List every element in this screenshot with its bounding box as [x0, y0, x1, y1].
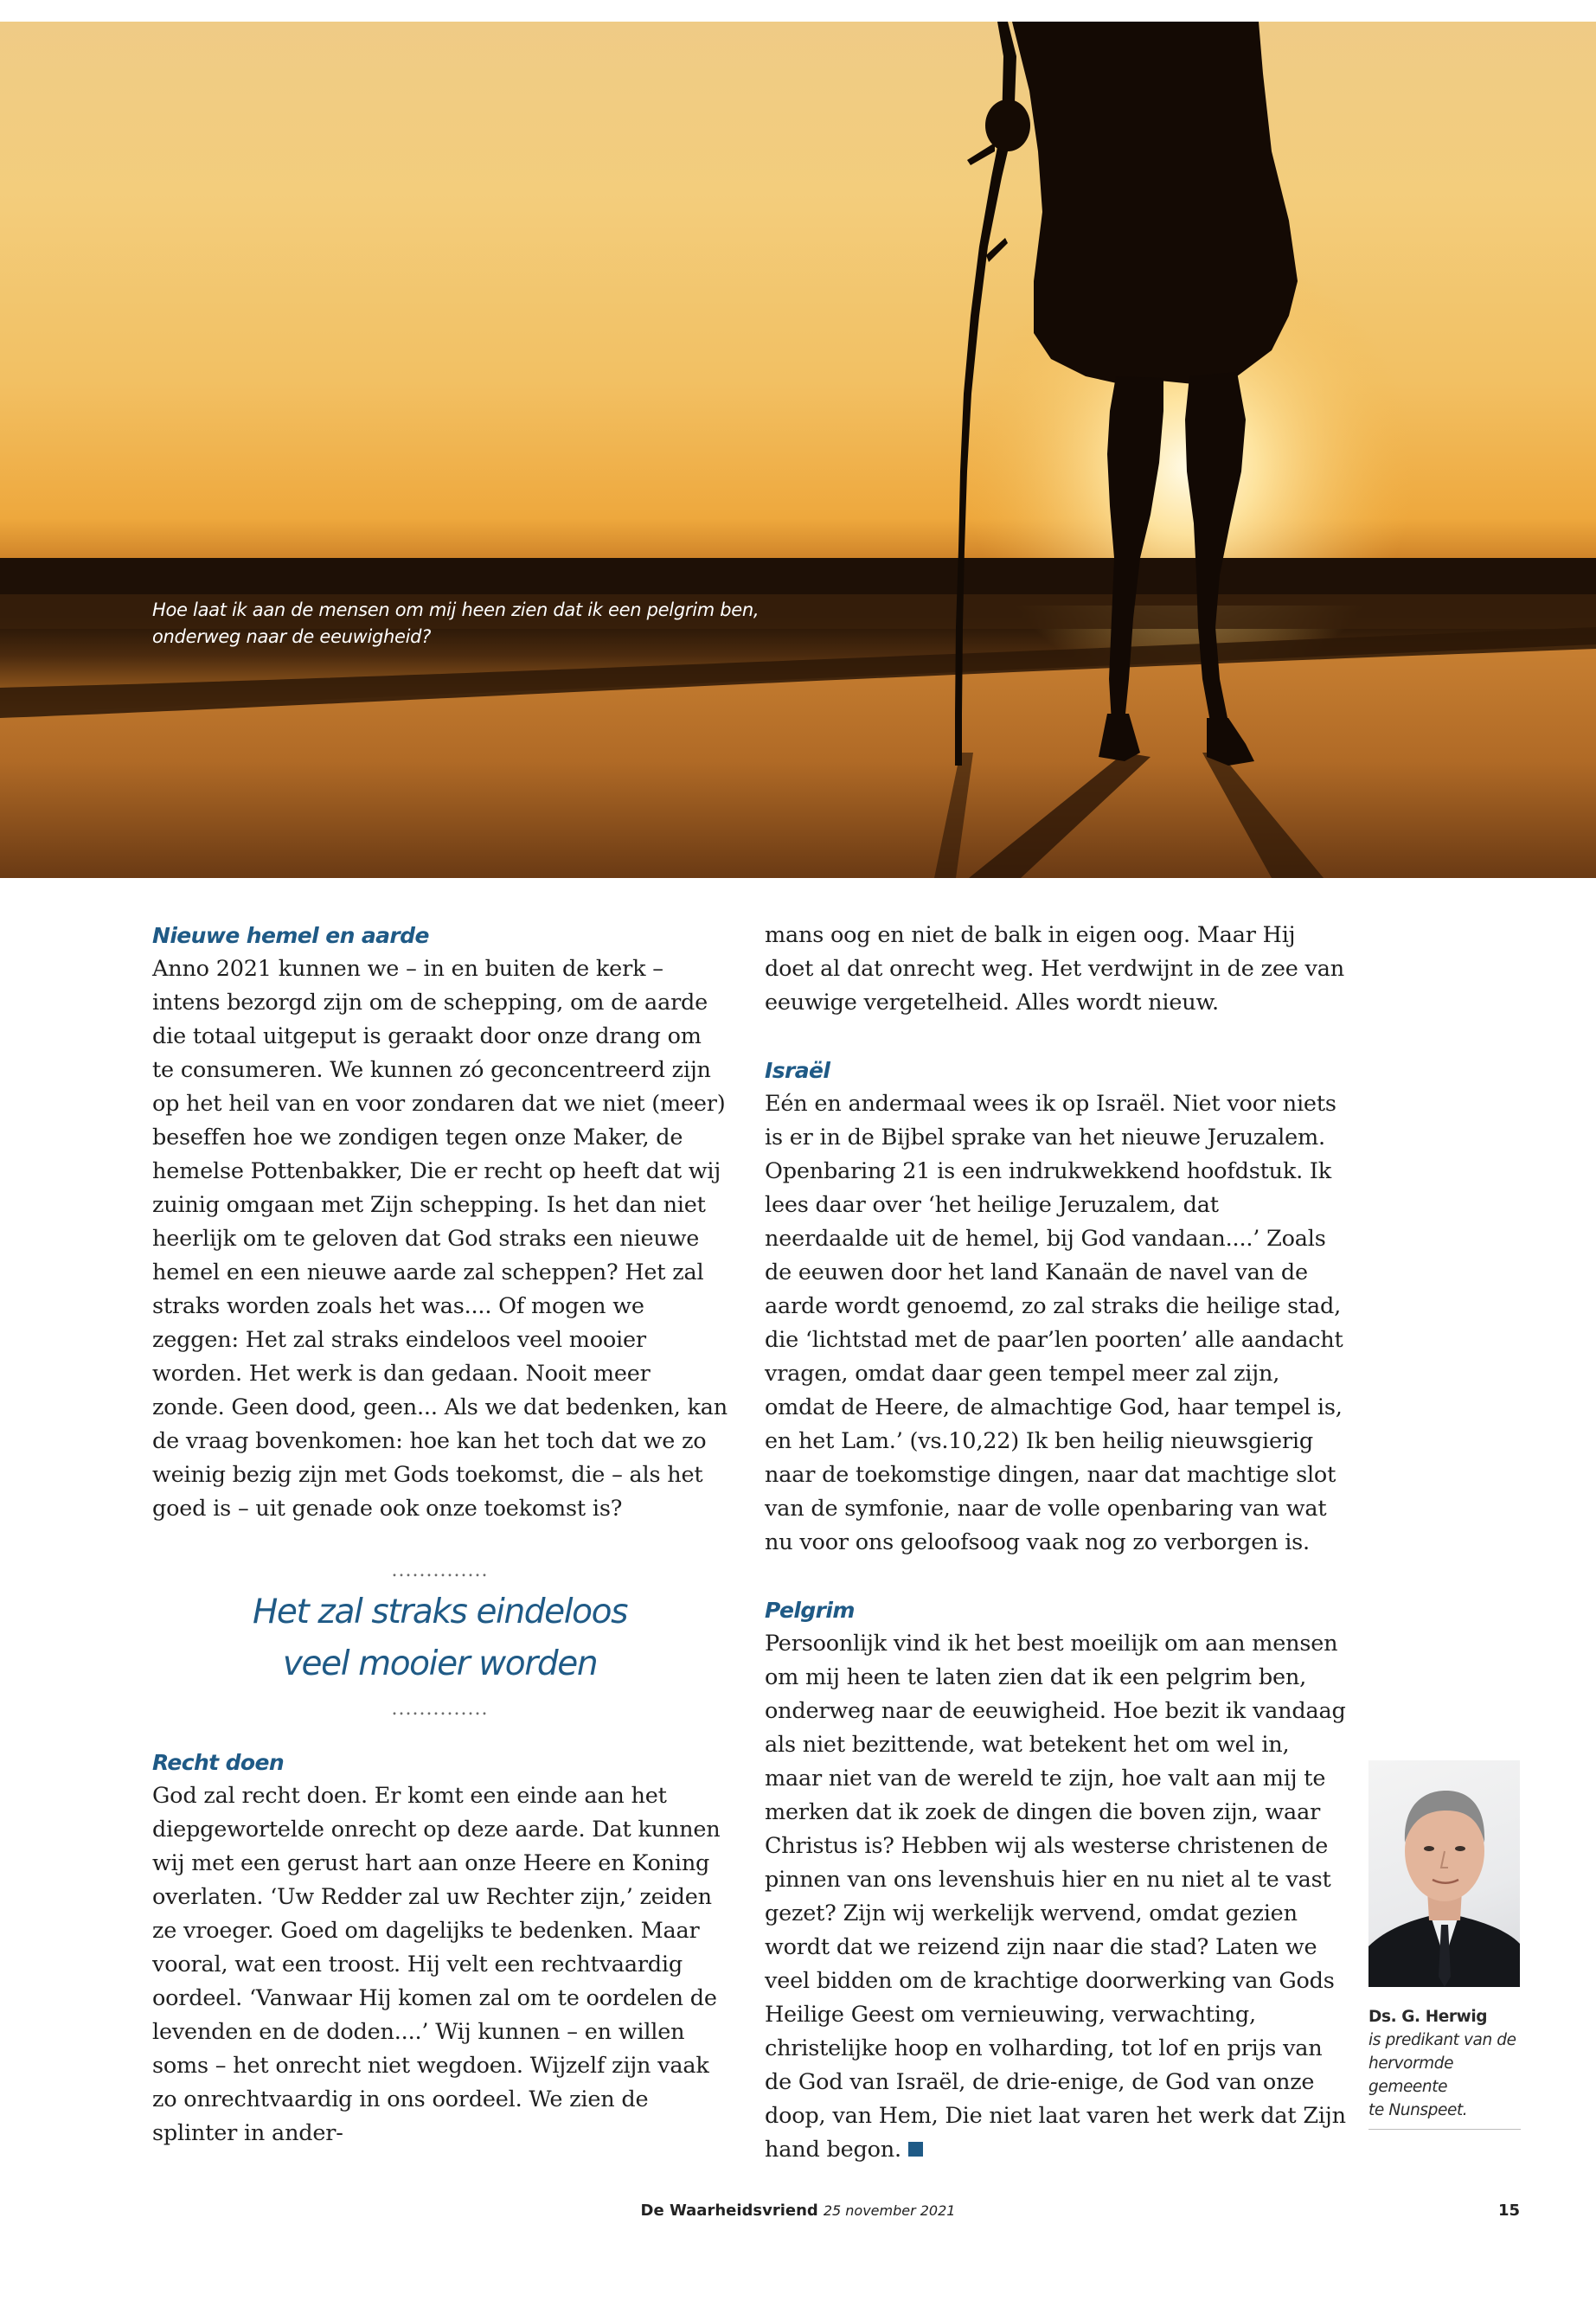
- pull-quote: [152, 1559, 727, 1721]
- photo-caption-line2: onderweg naar de eeuwigheid?: [152, 626, 432, 647]
- section-body-pelgrim: [765, 1627, 1346, 2167]
- pull-quote-text: [152, 1586, 727, 1690]
- pull-quote-line1: Het zal straks eindeloos: [252, 1593, 628, 1631]
- section-heading-pelgrim: Pelgrim: [765, 1598, 855, 1623]
- page-number: 15: [1497, 2202, 1520, 2220]
- section-body-pelgrim-text: Persoonlijk vind ik het best moeilijk om aan mensen om mij heen te laten zien dat ik een pelgrim ben, onderweg naar de eeuwigheid. Hoe bezit ik vandaag als niet bezittende, wat betekent het om wel in, maar niet van de wereld te zijn, hoe valt aan mij te merken dat ik zoek de dingen die boven zijn, waar Christus is? Hebben wij als westerse christenen de pinnen van ons levenshuis hier en nu niet al te vast gezet? Zijn wij werkelijk wervend, omdat gezien wordt dat we reizend zijn naar die stad? Laten we veel bidden om de krachtige doorwerking van Gods Heilige Geest om vernieuwing, verwachting, christelijke hoop en volharding, tot lof en prijs van de God van Israël, de drie-enige, de God van onze doop, van Hem, Die niet laat varen het werk dat Zijn hand begon.: [765, 1631, 1346, 2163]
- continuation-text: mans oog en niet de balk in eigen oog. Maar Hij doet al dat onrecht weg. Het verdwijnt in de zee van eeuwige vergetelheid. Alles wordt nieuw.: [765, 922, 1344, 1016]
- footer-date: 25 november 2021: [823, 2202, 956, 2219]
- section-heading-nieuwe-hemel: Nieuwe hemel en aarde: [152, 923, 429, 948]
- author-name: Ds. G. Herwig: [1368, 2008, 1488, 2026]
- section-heading-israel: Israël: [765, 1058, 830, 1083]
- pilgrim-silhouette-illustration: [0, 22, 1596, 878]
- end-of-article-icon: [908, 2142, 923, 2157]
- photo-caption: [152, 597, 775, 651]
- section-heading-recht-doen: Recht doen: [152, 1750, 285, 1775]
- pull-quote-dots-top: ..............: [391, 1560, 489, 1581]
- section-body-israel: Eén en andermaal wees ik op Israël. Niet voor niets is er in de Bijbel sprake van het nieuwe Jeruzalem. Openbaring 21 is een indrukwekkend hoofdstuk. Ik lees daar over ‘het heilige Jeruzalem, dat neerdaalde uit de hemel, bij God vandaan....’ Zoals de eeuwen door het land Kanaän de navel van de aarde wordt genoemd, zo zal straks die heilige stad, die ‘lichtstad met de paar’len poorten’ alle aandacht vragen, omdat daar geen tempel meer zal zijn, omdat de Heere, de almachtige God, haar tempel is, en het Lam.’ (vs.10,22) Ik ben heilig nieuwsgierig naar de toekomstige dingen, naar dat machtige slot van de symfonie, naar de volle openbaring van wat nu voor ons geloofsoog vaak nog zo verborgen is.: [765, 1091, 1343, 1555]
- author-desc-line2: hervormde gemeente: [1368, 2054, 1454, 2096]
- section-body-recht-doen: God zal recht doen. Er komt een einde aan het diepgewortelde onrecht op deze aarde. Dat kunnen wij met een gerust hart aan onze Heere en Koning overlaten. ‘Uw Redder zal uw Rechter zijn,’ zeiden ze vroeger. Goed om dagelijks te bedenken. Maar vooral, wat een troost. Hij velt een rechtvaardig oordeel. ‘Vanwaar Hij komen zal om te oordelen de levenden en de doden....’ Wij kunnen – en willen soms – het onrecht niet wegdoen. Wijzelf zijn vaak zo onrechtvaardig in ons oordeel. We zien de splinter in ander-: [152, 1783, 721, 2146]
- middle-column: [765, 919, 1346, 2167]
- footer-magazine-name: De Waarheidsvriend: [640, 2202, 818, 2220]
- pull-quote-line2: veel mooier worden: [282, 1644, 598, 1683]
- author-caption: [1368, 2005, 1521, 2130]
- hero-photo: [0, 22, 1596, 878]
- section-body-nieuwe-hemel: Anno 2021 kunnen we – in en buiten de kerk – intens bezorgd zijn om de schepping, om de aarde die totaal uitgeput is geraakt door onze drang om te consumeren. We kunnen zó geconcentreerd zijn op het heil van en voor zondaren dat we niet (meer) beseffen hoe we zondigen tegen onze Maker, de hemelse Pottenbakker, Die er recht op heeft dat wij zuinig omgaan met Zijn schepping. Is het dan niet heerlijk om te geloven dat God straks een nieuwe hemel en een nieuwe aarde zal scheppen? Het zal straks worden zoals het was.... Of mogen we zeggen: Het zal straks eindeloos veel mooier worden. Het werk is dan gedaan. Nooit meer zonde. Geen dood, geen... Als we dat bedenken, kan de vraag bovenkomen: hoe kan het toch dat we zo weinig bezig zijn met Gods toekomst, die – als het goed is – uit genade ook onze toekomst is?: [152, 956, 728, 1522]
- footer-publication: [0, 2202, 1596, 2220]
- author-portrait: [1368, 1760, 1520, 1987]
- pull-quote-dots-bottom: ..............: [391, 1698, 489, 1720]
- author-desc-line1: is predikant van de: [1368, 2031, 1516, 2049]
- photo-caption-line1: Hoe laat ik aan de mensen om mij heen zien dat ik een pelgrim ben,: [152, 599, 760, 620]
- author-desc-line3: te Nunspeet.: [1368, 2101, 1468, 2119]
- left-column: [152, 919, 727, 2150]
- page-footer: [0, 2202, 1596, 2227]
